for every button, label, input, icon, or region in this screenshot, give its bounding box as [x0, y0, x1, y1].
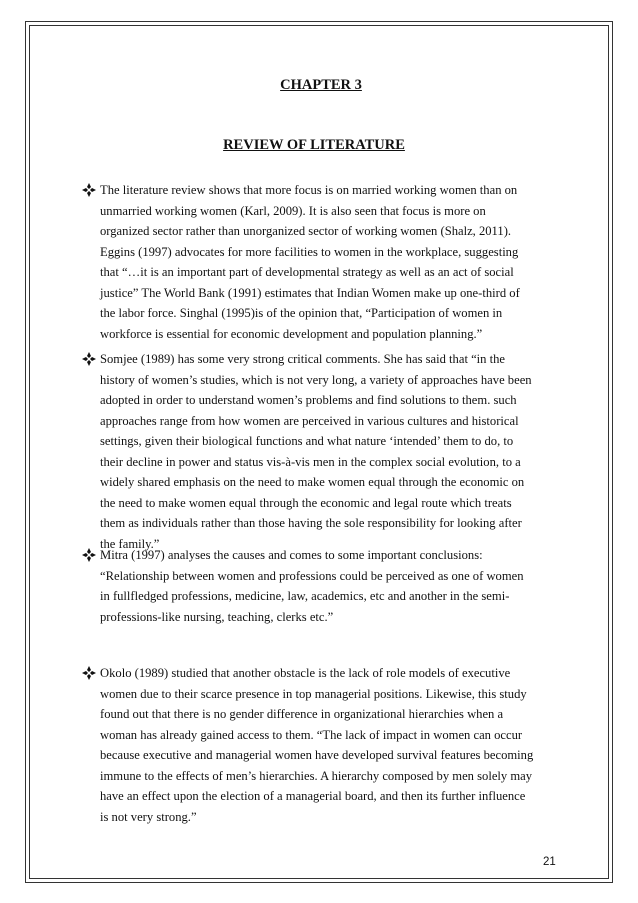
item-line: Mitra (1997) analyses the causes and comes to some important conclusions:: [100, 548, 483, 562]
item-line: woman has already gained access to them. “The lack of impact in women can occur: [100, 727, 523, 742]
item-line: in fullfledged professions, medicine, law, academics, etc and another in the semi-: [100, 589, 510, 603]
item-line: the need to make women equal through the economic and legal route which treats: [100, 495, 512, 510]
item-line: found out that there is no gender difference in organizational hierarchies when a: [100, 707, 504, 721]
page-number: 21: [543, 856, 556, 868]
item-line: Okolo (1989) studied that another obstacle is the lack of role models of executive: [100, 666, 511, 680]
item-line: widely shared emphasis on the need to make women equal through the economic on: [100, 475, 525, 489]
item-line: “Relationship between women and professions could be perceived as one of women: [100, 568, 524, 583]
item-line: professions-like nursing, teaching, clerks etc.”: [100, 609, 334, 624]
item-line: that “…it is an important part of developmental strategy as well as an act of social: [100, 265, 514, 279]
diamond-bullet-icon: [82, 349, 96, 369]
item-line: because executive and managerial women have developed survival features becoming: [100, 748, 534, 762]
item-line: their decline in power and status vis-à-vis men in the complex social evolution, to a: [100, 454, 521, 469]
item-line: Somjee (1989) has some very strong critical comments. She has said that “in the: [100, 352, 506, 366]
item-line: adopted in order to understand women’s problems and find solutions to them. such: [100, 393, 517, 407]
item-line: history of women’s studies, which is not very long, a variety of approaches have been: [100, 372, 532, 387]
diamond-bullet-icon: [82, 180, 96, 200]
item-line: the labor force. Singhal (1995)is of the opinion that, “Participation of women in: [100, 306, 503, 320]
item-line: settings, given their biological functions and what nature ‘intended’ them to do, to: [100, 434, 514, 448]
item-line: The literature review shows that more focus is on married working women than on: [100, 183, 518, 197]
item-line: is not very strong.”: [100, 809, 197, 824]
literature-item-mitra: [100, 545, 570, 627]
literature-item-okolo: [100, 663, 570, 827]
diamond-bullet-icon: [82, 545, 96, 565]
item-line: them as individuals rather than those having the sole responsibility for looking after: [100, 516, 522, 530]
item-line: Eggins (1997) advocates for more facilities to women in the workplace, suggesting: [100, 244, 519, 259]
chapter-title: CHAPTER 3: [280, 77, 362, 93]
item-line: have an effect upon the election of a managerial board, and then its further influence: [100, 789, 526, 803]
item-line: unmarried working women (Karl, 2009). It is also seen that focus is more on: [100, 203, 486, 218]
literature-item-somjee: [100, 349, 570, 554]
item-line: workforce is essential for economic development and population planning.”: [100, 326, 483, 341]
literature-item-karl: [100, 180, 570, 344]
item-line: immune to the effects of men’s hierarchies. A hierarchy composed by men solely may: [100, 768, 533, 783]
item-line: the family.”: [100, 536, 160, 551]
item-line: women due to their scarce presence in top managerial positions. Likewise, this study: [100, 686, 527, 701]
section-title: REVIEW OF LITERATURE: [223, 137, 405, 153]
diamond-bullet-icon: [82, 663, 96, 683]
item-line: justice” The World Bank (1991) estimates that Indian Women make up one-third of: [100, 285, 520, 300]
item-line: organized sector rather than unorganized sector of working women (Shalz, 2011).: [100, 224, 512, 238]
item-line: approaches range from how women are perceived in various cultures and historical: [100, 413, 519, 428]
